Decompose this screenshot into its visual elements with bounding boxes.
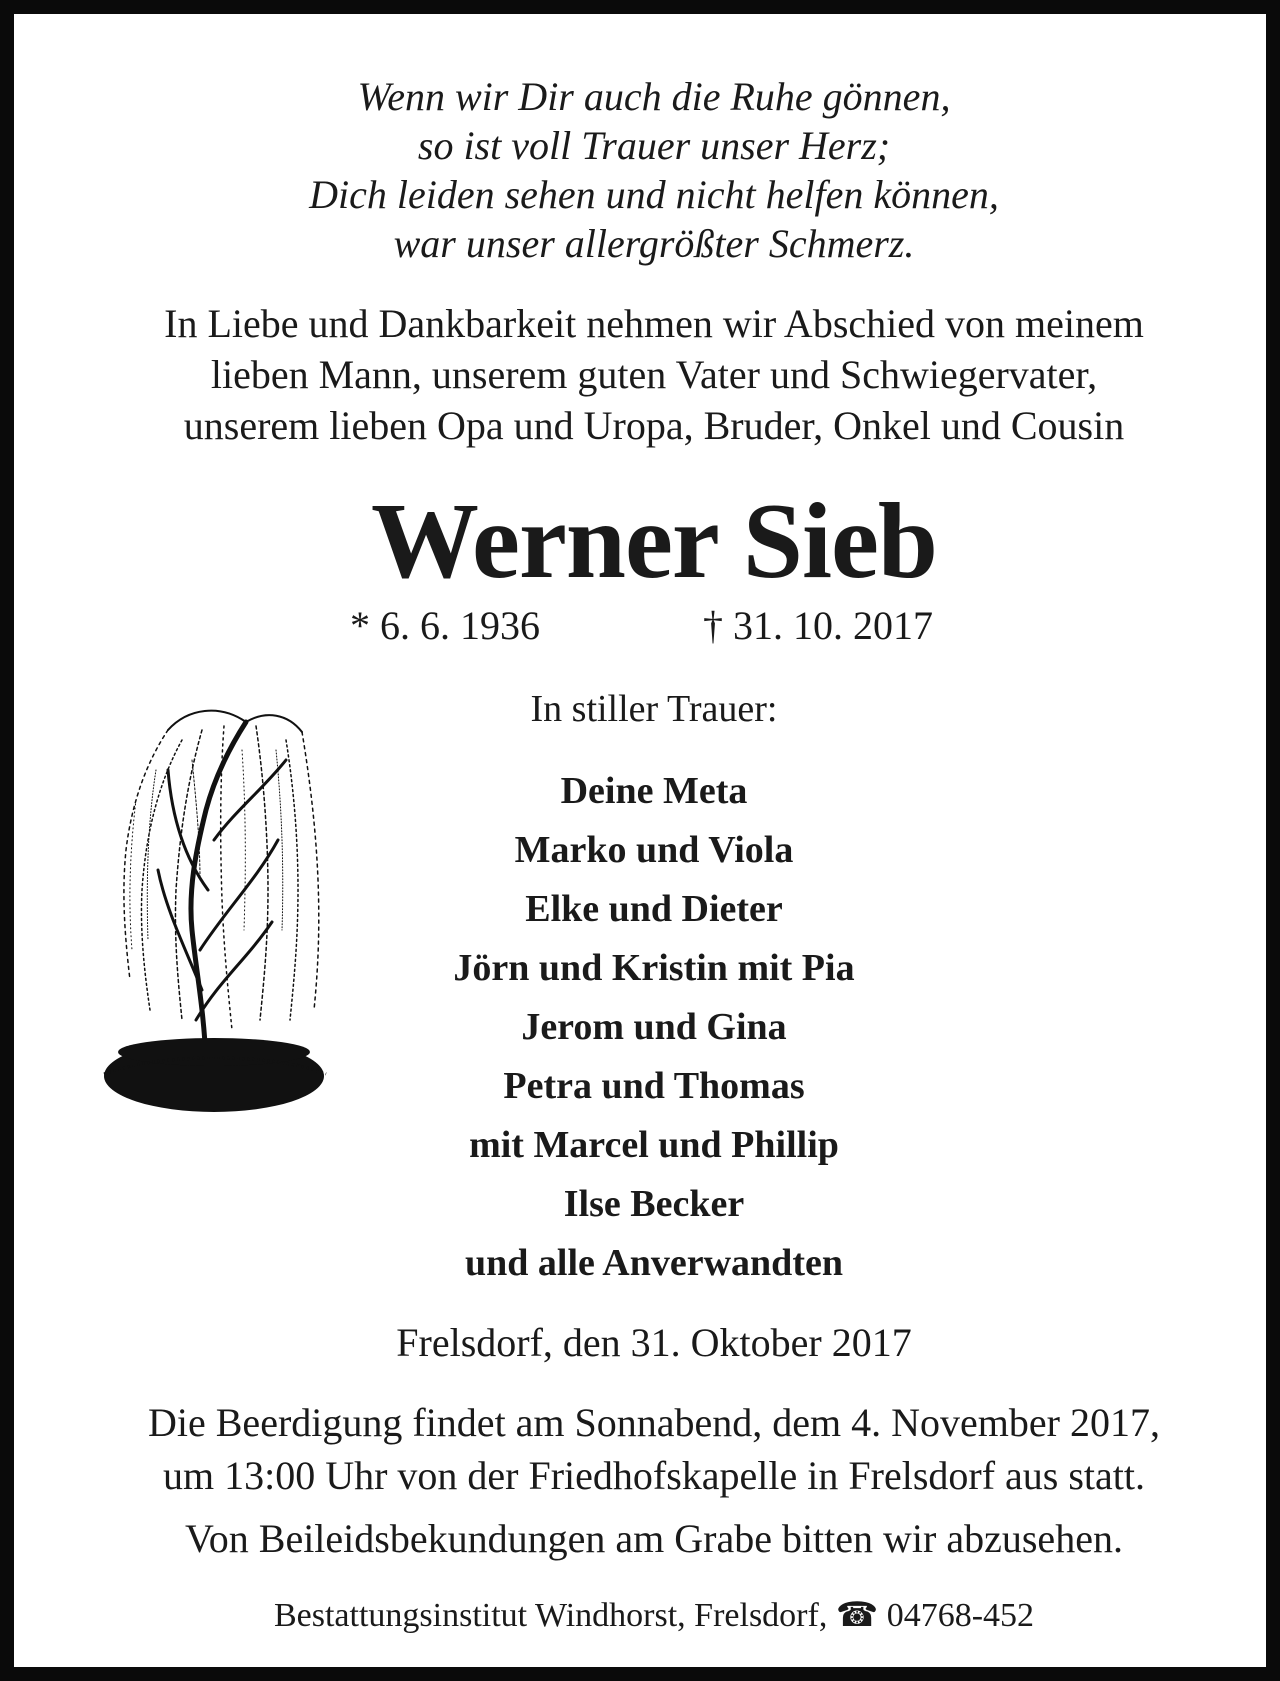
mourner-line: Elke und Dieter [525, 888, 783, 930]
poem-line: so ist voll Trauer unser Herz; [417, 123, 891, 168]
undertaker-phone: 04768-452 [886, 1597, 1035, 1634]
mourners-list [14, 762, 1280, 1293]
mourning-heading: In stiller Trauer: [530, 688, 778, 730]
place-and-date: Frelsdorf, den 31. Oktober 2017 [396, 1320, 912, 1365]
mourner-line: Marko und Viola [514, 829, 794, 871]
birth-date: * 6. 6. 1936 [350, 603, 540, 648]
undertaker-line [14, 1593, 1280, 1639]
funeral-notice [14, 1396, 1280, 1502]
funeral-line: Die Beerdigung findet am Sonnabend, dem 4. November 2017, [148, 1400, 1160, 1445]
condolence-note: Von Beileidsbekundungen am Grabe bitten wir abzusehen. [185, 1516, 1123, 1561]
intro-line: In Liebe und Dankbarkeit nehmen wir Abschied von meinem [164, 301, 1144, 346]
intro-line: unserem lieben Opa und Uropa, Bruder, Onkel und Cousin [183, 403, 1125, 448]
mourner-line: Jörn und Kristin mit Pia [453, 947, 855, 989]
telephone-icon: ☎ [835, 1597, 879, 1634]
mourner-line: Deine Meta [560, 770, 748, 812]
poem-line: war unser allergrößter Schmerz. [393, 221, 915, 266]
poem [14, 72, 1280, 268]
poem-line: Dich leiden sehen und nicht helfen können, [309, 172, 999, 217]
mourner-line: Jerom und Gina [521, 1006, 787, 1048]
undertaker-name: Bestattungsinstitut Windhorst, Frelsdorf, [273, 1597, 828, 1634]
mourner-line: mit Marcel und Phillip [469, 1124, 839, 1166]
deceased-name: Werner Sieb [371, 482, 937, 601]
mourner-line: und alle Anverwandten [465, 1242, 843, 1284]
mourner-line: Petra und Thomas [503, 1065, 805, 1107]
mourner-line: Ilse Becker [563, 1183, 745, 1225]
funeral-line: um 13:00 Uhr von der Friedhofskapelle in Frelsdorf aus statt. [162, 1453, 1146, 1498]
death-date: † 31. 10. 2017 [703, 603, 933, 648]
poem-line: Wenn wir Dir auch die Ruhe gönnen, [357, 74, 951, 119]
intro-line: lieben Mann, unserem guten Vater und Schwiegervater, [210, 352, 1098, 397]
intro-text [14, 298, 1280, 451]
